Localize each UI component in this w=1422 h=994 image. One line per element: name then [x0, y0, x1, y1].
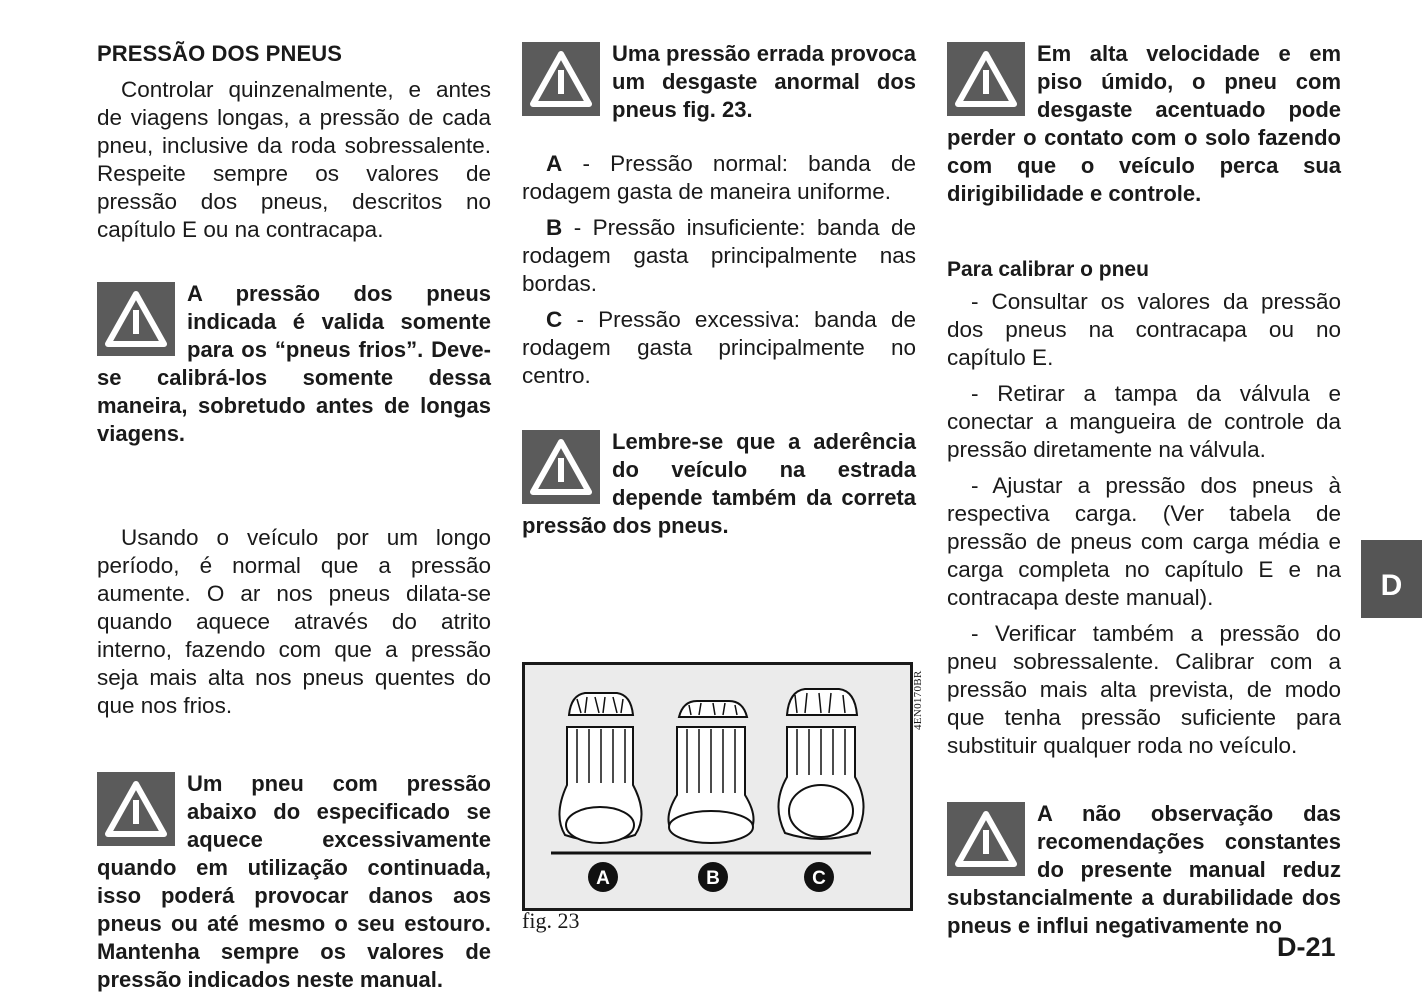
- warning-text: A pressão dos pneus indicada é valida somente para os “pneus frios”. Deve-se calibrá-los somente dessa maneira, sobretudo antes de longas viagens.: [97, 281, 491, 446]
- item-b: [522, 214, 916, 298]
- warning-low-pressure: [97, 770, 491, 994]
- tire-wear-figure: [522, 662, 913, 911]
- warning-text: Uma pressão errada provoca um desgaste anormal dos pneus fig. 23.: [612, 41, 916, 122]
- warning-triangle-icon: [522, 430, 600, 504]
- column-middle: [522, 40, 916, 540]
- warning-triangle-icon: [947, 42, 1025, 116]
- warning-cold-tires: [97, 280, 491, 448]
- warning-text: Em alta velocidade e em piso úmido, o pneu com desgaste acentuado pode perder o contato com o solo fazendo com que o veículo perca sua dirigibilidade e controle.: [947, 41, 1341, 206]
- warning-high-speed: [947, 40, 1341, 208]
- label-a-badge: [588, 862, 618, 892]
- warning-text: Um pneu com pressão abaixo do especificado se aquece excessivamente quando em utilização continuada, isso poderá provocar danos aos pneus ou até mesmo o seu estouro. Mantenha sempre os valores de pressão indicados neste manual.: [97, 771, 491, 992]
- item-c: [522, 306, 916, 390]
- item-letter: C: [546, 307, 563, 332]
- label-c-badge: [804, 862, 834, 892]
- tire-c-drawing: [778, 689, 863, 839]
- figure-caption: fig. 23: [522, 908, 580, 933]
- item-letter: B: [546, 215, 563, 240]
- warning-wrong-pressure: [522, 40, 916, 124]
- item-text: - Pressão excessiva: banda de rodagem gasta principalmente no centro.: [522, 307, 916, 388]
- column-left: [97, 40, 491, 994]
- warning-triangle-icon: [947, 802, 1025, 876]
- figure-code: 4EN0170BR: [912, 670, 924, 730]
- item-a: [522, 150, 916, 206]
- warning-text: Lembre-se que a aderência do veículo na estrada depende também da correta pressão dos pneus.: [522, 429, 916, 538]
- warning-adherence: [522, 428, 916, 540]
- heat-paragraph: Usando o veículo por um longo período, é normal que a pressão aumente. O ar nos pneus dilata-se quando aquece através do atrito interno, fazendo com que a pressão seja mais alta nos pneus quentes do que nos frios.: [97, 525, 491, 718]
- item-text: - Pressão insuficiente: banda de rodagem gasta principalmente nas bordas.: [522, 215, 916, 296]
- step-4: - Verificar também a pressão do pneu sobressalente. Calibrar com a pressão mais alta prevista, de modo que tenha pressão suficiente para substituir qualquer roda no veículo.: [947, 621, 1341, 758]
- section-heading: PRESSÃO DOS PNEUS: [97, 41, 342, 66]
- tire-diagram: [525, 665, 910, 908]
- figure-label-c: C: [812, 868, 826, 889]
- tire-a-drawing: [559, 693, 641, 843]
- warning-triangle-icon: [97, 282, 175, 356]
- step-1: - Consultar os valores da pressão dos pneus na contracapa ou no capítulo E.: [947, 289, 1341, 370]
- step-2: - Retirar a tampa da válvula e conectar a mangueira de controle da pressão diretamente na válvula.: [947, 381, 1341, 462]
- figure-label-a: A: [596, 868, 610, 889]
- figure-label-b: B: [706, 868, 720, 889]
- step-3: - Ajustar a pressão dos pneus à respectiva carga. (Ver tabela de pressão de pneus com carga média e carga completa no capítulo E e na contracapa deste manual).: [947, 473, 1341, 610]
- warning-triangle-icon: [97, 772, 175, 846]
- warning-durability: [947, 800, 1341, 940]
- chapter-tab: D: [1361, 540, 1422, 618]
- item-text: - Pressão normal: banda de rodagem gasta de maneira uniforme.: [522, 151, 916, 204]
- warning-text: A não observação das recomendações constantes do presente manual reduz substancialmente a durabilidade dos pneus e influi negativamente no: [947, 801, 1341, 938]
- calibrate-heading: Para calibrar o pneu: [947, 258, 1149, 281]
- label-b-badge: [698, 862, 728, 892]
- column-right: [947, 40, 1341, 940]
- item-letter: A: [546, 151, 563, 176]
- intro-paragraph: Controlar quinzenalmente, e antes de viagens longas, a pressão de cada pneu, inclusive da roda sobressalente. Respeite sempre os valores de pressão dos pneus, descritos no capítulo E ou na contracapa.: [97, 77, 491, 242]
- tire-b-drawing: [668, 701, 753, 843]
- page-number: D-21: [1277, 932, 1336, 962]
- warning-triangle-icon: [522, 42, 600, 116]
